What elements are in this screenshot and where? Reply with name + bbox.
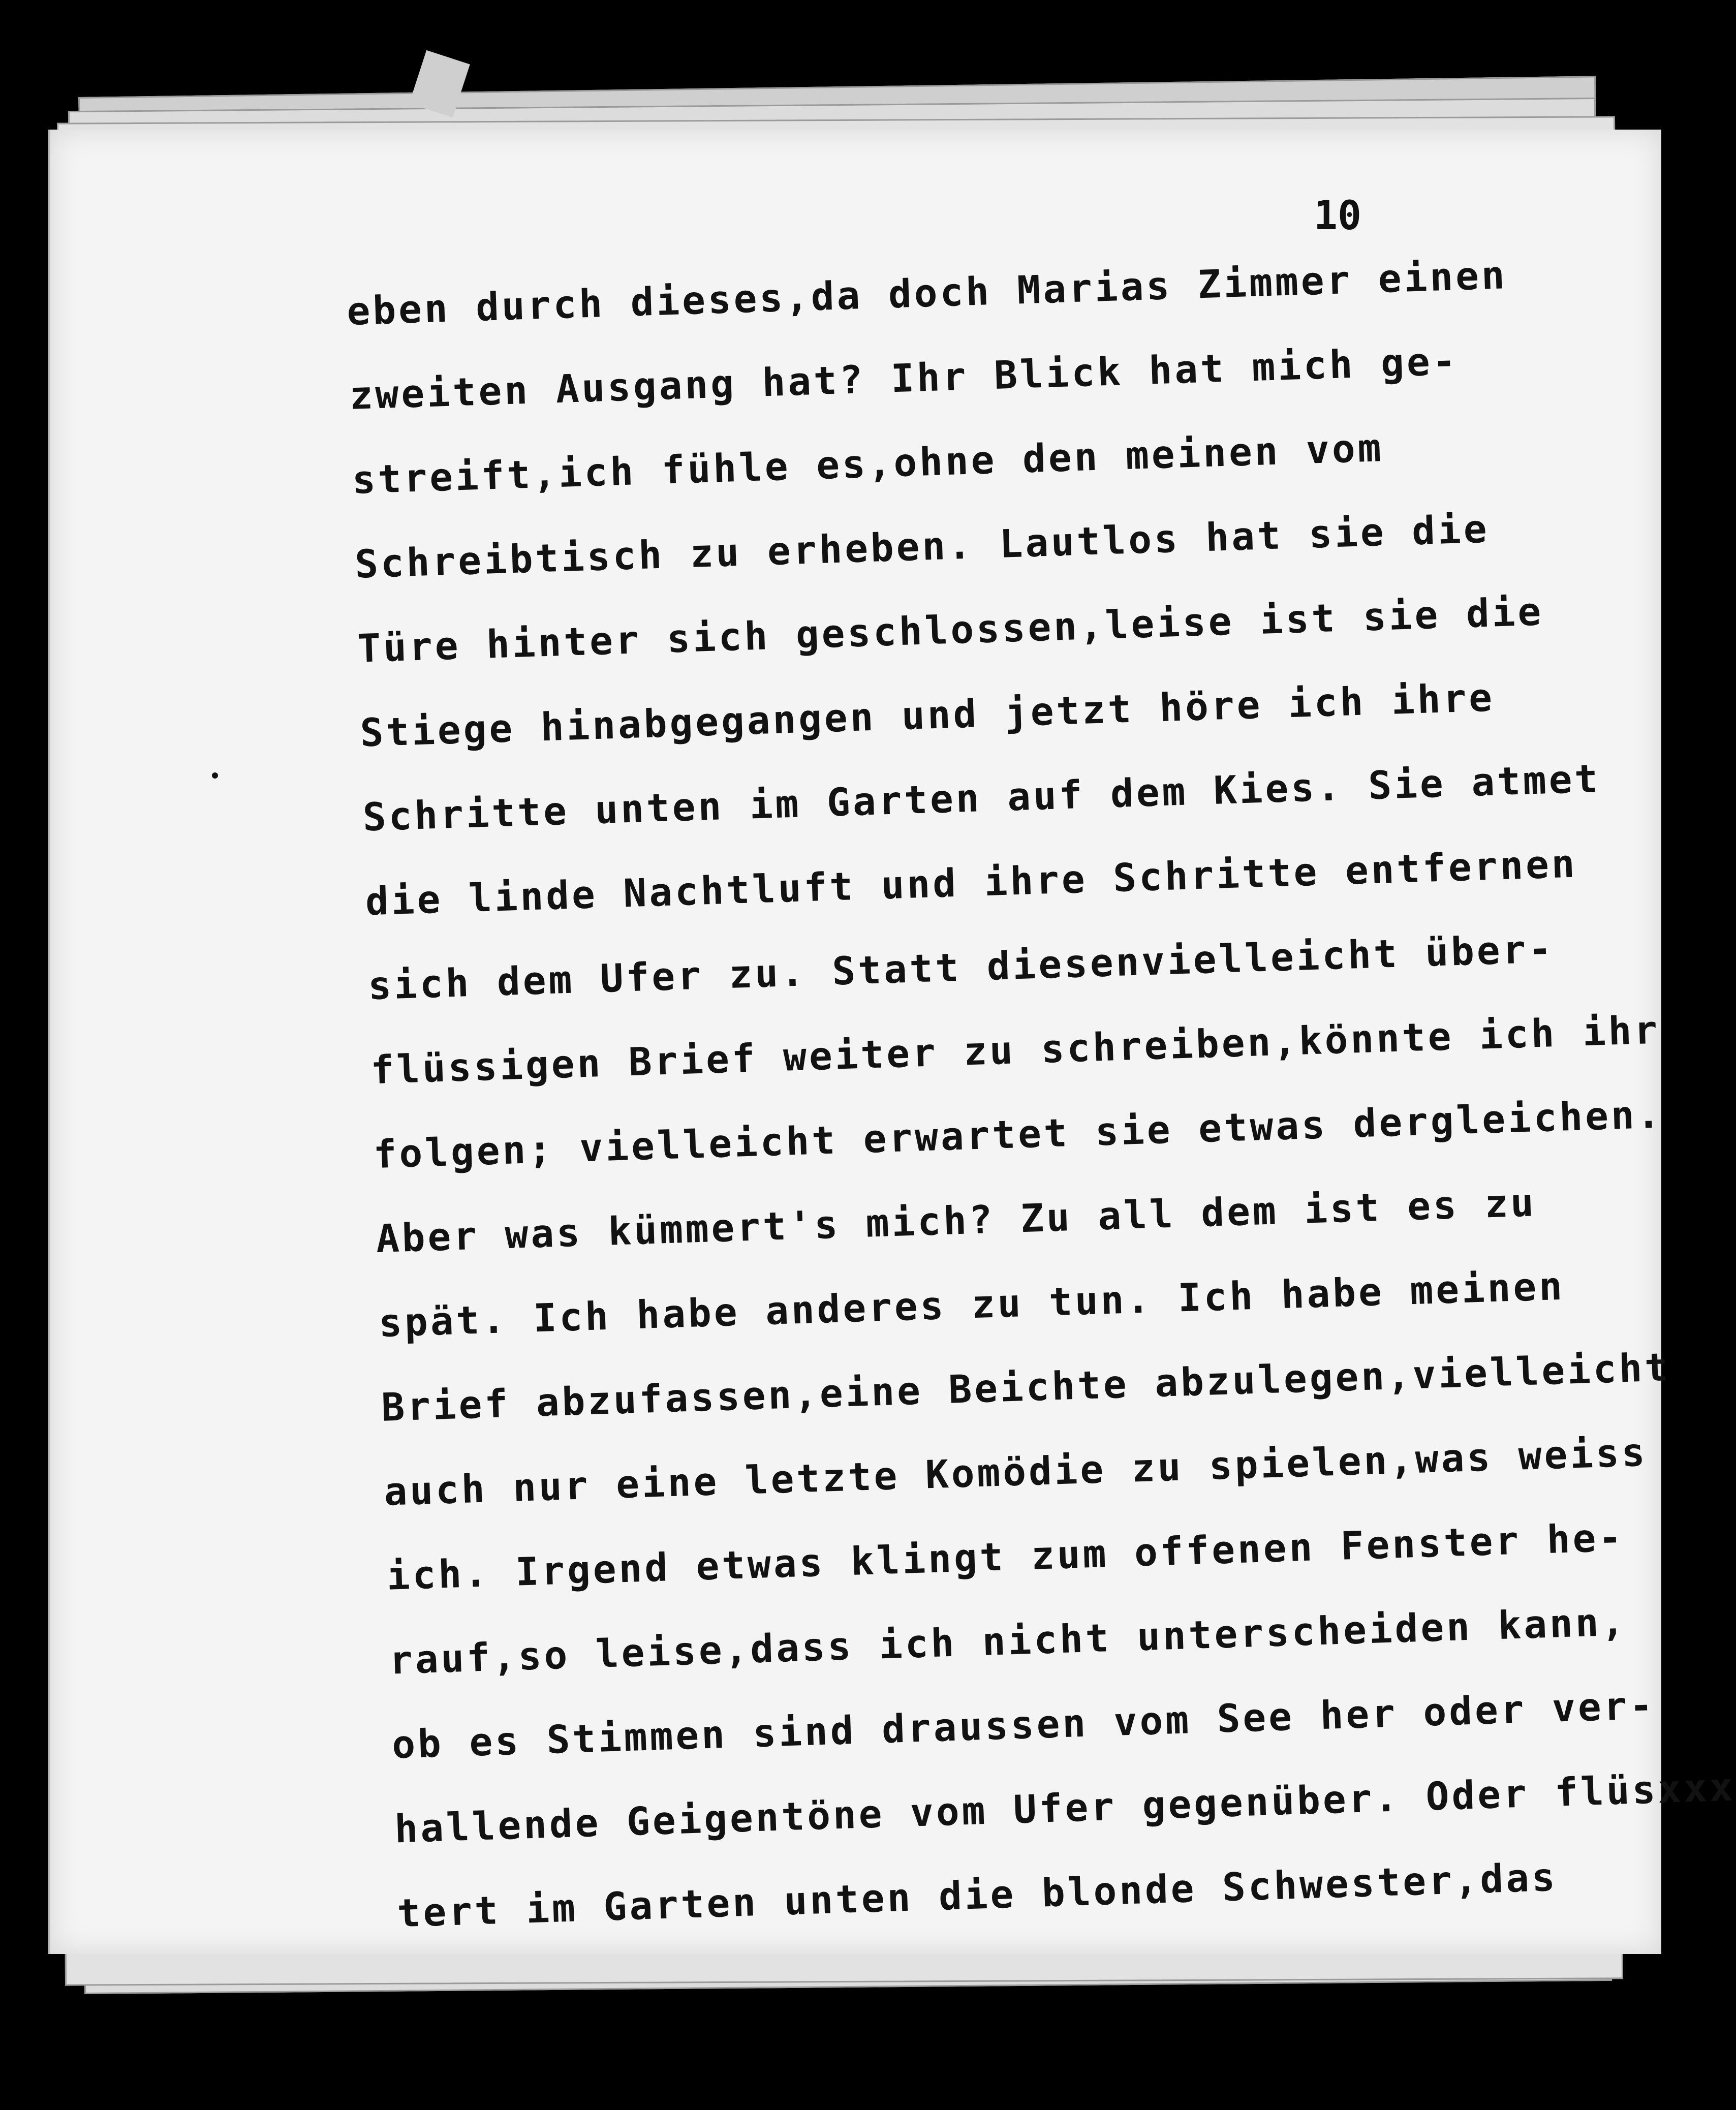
text-line: folgen; vielleicht erwartet sie etwas dergleichen. <box>373 1091 1663 1177</box>
typed-text-block <box>346 227 1736 1956</box>
text-line: streift,ich fühle es,ohne den meinen vom <box>351 425 1384 503</box>
ink-speck <box>212 772 218 779</box>
text-line: Aber was kümmert's mich? Zu all dem ist es zu <box>375 1180 1537 1262</box>
text-line: ich. Irgend etwas klingt zum offenen Fenster he- <box>386 1514 1625 1599</box>
text-line: ob es Stimmen sind draussen vom See her oder ver- <box>391 1682 1656 1767</box>
text-line: zweiten Ausgang hat? Ihr Blick hat mich ge- <box>349 338 1459 418</box>
text-line: hallende Geigentöne vom Ufer gegenüber. Oder flüsxxx <box>394 1764 1736 1852</box>
text-line: auch nur eine letzte Komödie zu spielen,was weiss <box>383 1429 1648 1514</box>
text-line: Türe hinter sich geschlossen,leise ist sie die <box>357 588 1544 671</box>
text-line: die linde Nachtluft und ihre Schritte entfernen <box>364 841 1578 924</box>
text-line: Schritte unten im Garten auf dem Kies. Sie atmet <box>362 755 1601 840</box>
text-line: tert im Garten unten die blonde Schwester,das <box>396 1854 1558 1936</box>
text-line: Brief abzufassen,eine Beichte abzulegen,vielleicht <box>380 1344 1671 1430</box>
text-line: eben durch dieses,da doch Marias Zimmer einen <box>346 252 1508 334</box>
text-line: Stiege hinabgegangen und jetzt höre ich ihre <box>359 674 1496 756</box>
text-line: spät. Ich habe anderes zu tun. Ich habe meinen <box>378 1263 1566 1346</box>
page-number: 10 <box>1314 193 1361 239</box>
text-line: Schreibtisch zu erheben. Lautlos hat sie die <box>354 506 1490 587</box>
text-line: flüssigen Brief weiter zu schreiben,könnte ich ihr <box>370 1007 1661 1093</box>
text-line: rauf,so leise,dass ich nicht unterscheiden kann, <box>388 1599 1628 1683</box>
text-line: sich dem Ufer zu. Statt diesenvielleicht über- <box>367 925 1555 1009</box>
